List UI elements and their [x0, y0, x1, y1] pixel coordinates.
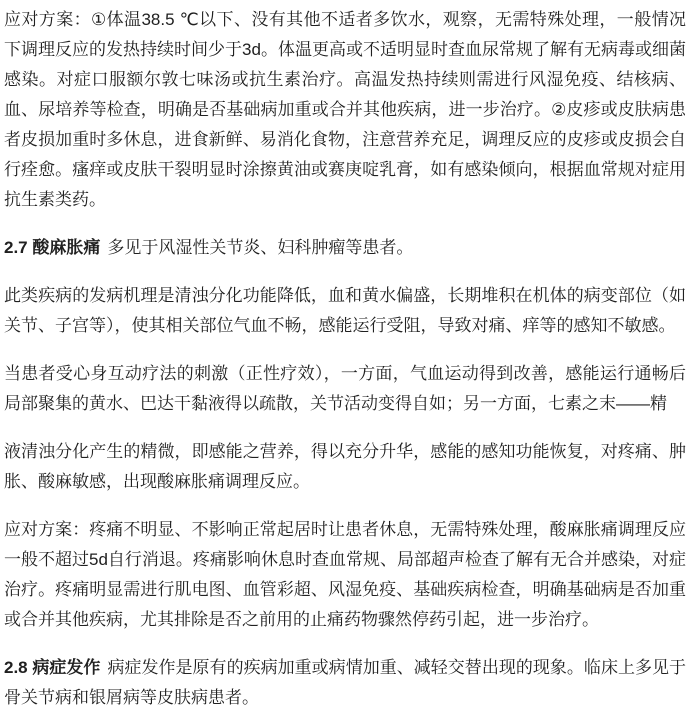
body-paragraph: 应对方案：疼痛不明显、不影响正常起居时让患者休息，无需特殊处理，酸麻胀痛调理反应一般不超过5d自行消退。疼痛影响休息时查血常规、局部超声检查了解有无合并感染，对症治疗。疼痛明显需进行肌电图、血管彩超、风湿免疫、基础疾病检查，明确基础病是否加重或合并其他疾病，尤其排除是否之前用的止痛药物骤然停药引起，进一步治疗。 [4, 520, 686, 629]
section-heading: 2.8 病症发作 [4, 658, 101, 677]
body-paragraph: 当患者受心身互动疗法的刺激（正性疗效），一方面，气血运动得到改善，感能运行通畅后局部聚集的黄水、巴达干黏液得以疏散，关节活动变得自如；另一方面，七素之末——精 [4, 364, 686, 413]
body-paragraph: 液清浊分化产生的精微，即感能之营养，得以充分升华，感能的感知功能恢复，对疼痛、肿胀、酸麻敏感，出现酸麻胀痛调理反应。 [4, 442, 686, 491]
document-content [4, 5, 686, 713]
body-paragraph: 此类疾病的发病机理是清浊分化功能降低，血和黄水偏盛，长期堆积在机体的病变部位（如关节、子宫等），使其相关部位气血不畅，感能运行受阻，导致对痛、痒等的感知不敏感。 [4, 286, 686, 335]
section-heading: 2.7 酸麻胀痛 [4, 238, 101, 257]
section-paragraph [4, 233, 686, 263]
section-text: 病症发作是原有的疾病加重或病情加重、减轻交替出现的现象。临床上多见于骨关节病和银屑病等皮肤病患者。 [4, 658, 687, 707]
section-paragraph [4, 653, 686, 713]
body-paragraph: 应对方案：①体温38.5 ℃以下、没有其他不适者多饮水，观察，无需特殊处理，一般情况下调理反应的发热持续时间少于3d。体温更高或不适明显时查血尿常规了解有无病毒或细菌感染。对症口服额尔敦七味汤或抗生素治疗。高温发热持续则需进行风湿免疫、结核病、血、尿培养等检查，明确是否基础病加重或合并其他疾病，进一步治疗。②皮疹或皮肤病患者皮损加重时多休息，进食新鲜、易消化食物，注意营养充足，调理反应的皮疹或皮损会自行痊愈。瘙痒或皮肤干裂明显时涂擦黄油或赛庚啶乳膏，如有感染倾向，根据血常规对症用抗生素类药。 [4, 10, 686, 209]
section-text: 多见于风湿性关节炎、妇科肿瘤等患者。 [107, 238, 414, 257]
